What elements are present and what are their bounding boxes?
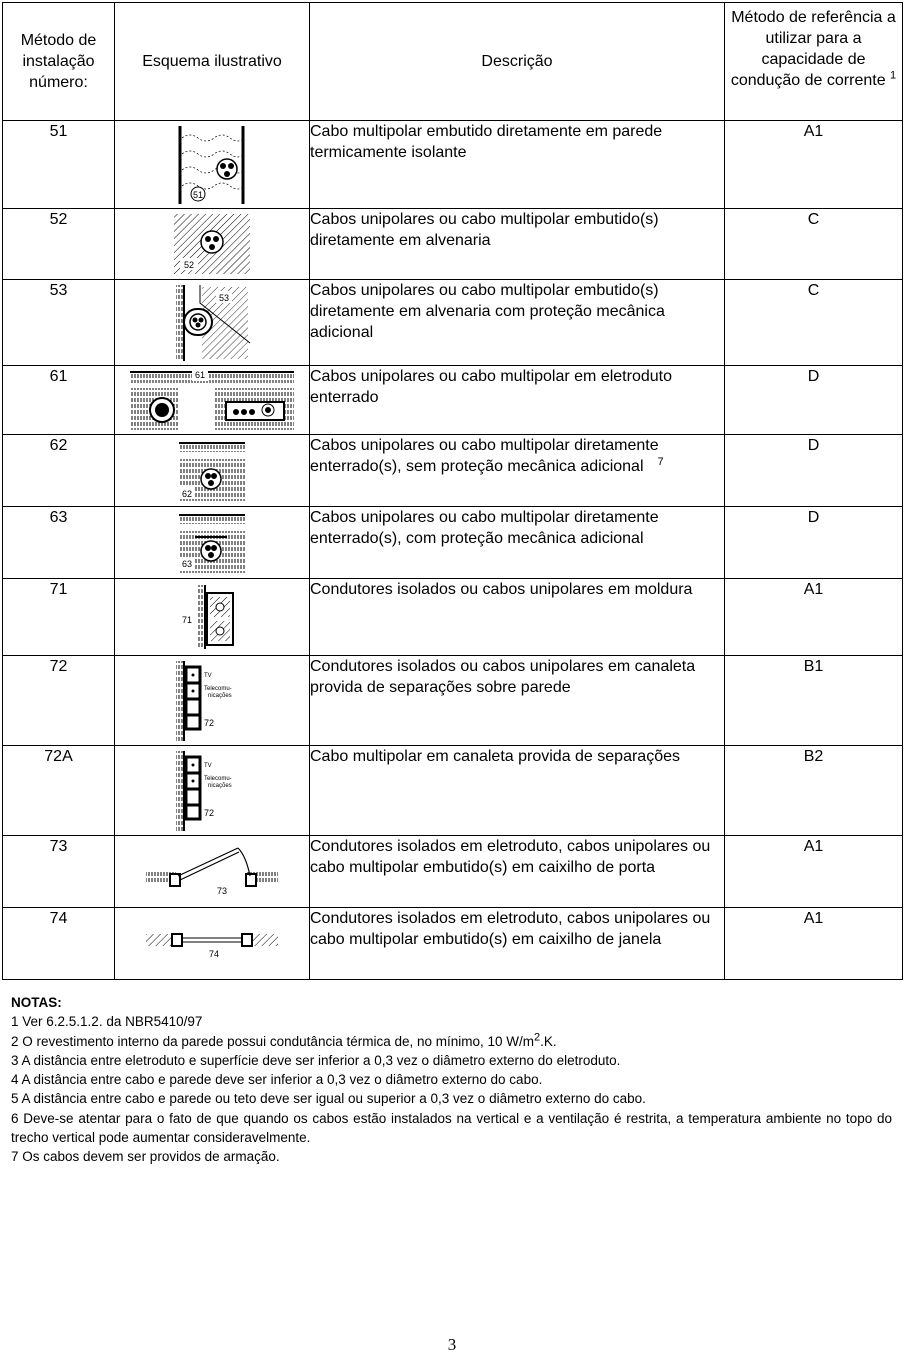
- note-3: 3 A distância entre eletroduto e superfície deve ser inferior a 0,3 vez o diâmetro externo do eletroduto.: [11, 1052, 621, 1068]
- method-number: 72: [3, 656, 115, 746]
- scheme-label: 72: [204, 717, 215, 728]
- method-number: 73: [3, 836, 115, 908]
- page-number: 3: [447, 1335, 457, 1354]
- scheme-63-illustration: [177, 511, 247, 575]
- scheme-label: 61: [194, 370, 206, 380]
- table-row: [3, 209, 903, 280]
- reference-method: A1: [725, 121, 903, 209]
- row-description: Condutores isolados ou cabos unipolares em moldura: [310, 579, 725, 656]
- notes-title: NOTAS:: [11, 995, 62, 1010]
- scheme-72-illustration: [172, 659, 252, 743]
- row-description: Cabos unipolares ou cabo multipolar diretamente enterrado(s), sem proteção mecânica adicional $^7$: [310, 435, 725, 507]
- row-description: Condutores isolados em eletroduto, cabos unipolares ou cabo multipolar embutido(s) em caixilho de janela: [310, 908, 725, 980]
- table-row: [3, 121, 903, 209]
- method-number: 72A: [3, 746, 115, 836]
- reference-method: D: [725, 366, 903, 435]
- table-row: [3, 435, 903, 507]
- method-number: 62: [3, 435, 115, 507]
- scheme-cell: [115, 507, 310, 579]
- reference-method: C: [725, 209, 903, 280]
- row-description: Condutores isolados em eletroduto, cabos unipolares ou cabo multipolar embutido(s) em caixilho de porta: [310, 836, 725, 908]
- row-description: Cabos unipolares ou cabo multipolar em eletroduto enterrado: [310, 366, 725, 435]
- scheme-tel-label: Telecomu-: [204, 775, 232, 782]
- table-row: [3, 280, 903, 366]
- reference-method: B2: [725, 746, 903, 836]
- scheme-cell: [115, 908, 310, 980]
- scheme-tel-label: Telecomu-: [204, 685, 232, 692]
- row-description: Cabos unipolares ou cabo multipolar embutido(s) diretamente em alvenaria com proteção mecânica adicional: [310, 280, 725, 366]
- reference-method: A1: [725, 836, 903, 908]
- scheme-62-illustration: [177, 439, 247, 503]
- scheme-cell: [115, 579, 310, 656]
- scheme-label: 72: [204, 807, 215, 818]
- header-method-number: Método de instalação número:: [3, 3, 115, 121]
- scheme-61-illustration: [128, 368, 296, 432]
- table-row: [3, 836, 903, 908]
- note-4: 4 A distância entre cabo e parede deve ser inferior a 0,3 vez o diâmetro externo do cabo.: [11, 1072, 543, 1088]
- scheme-74-illustration: [142, 924, 282, 964]
- scheme-label: 63: [181, 558, 193, 569]
- scheme-cell: [115, 366, 310, 435]
- method-number: 71: [3, 579, 115, 656]
- scheme-cell: [115, 435, 310, 507]
- note-5: 5 A distância entre cabo e parede ou teto deve ser igual ou superior a 0,3 vez o diâmetro externo do cabo.: [11, 1091, 646, 1107]
- row-description: Cabos unipolares ou cabo multipolar embutido(s) diretamente em alvenaria: [310, 209, 725, 280]
- scheme-cell: [115, 656, 310, 746]
- row-description: Cabo multipolar embutido diretamente em parede termicamente isolante: [310, 121, 725, 209]
- scheme-label: 53: [218, 292, 230, 303]
- method-number: 52: [3, 209, 115, 280]
- row-description: Cabo multipolar em canaleta provida de separações: [310, 746, 725, 836]
- reference-method: B1: [725, 656, 903, 746]
- scheme-52-illustration: [172, 212, 252, 276]
- scheme-label: 74: [208, 948, 220, 959]
- scheme-72A-illustration: [172, 749, 252, 833]
- method-number: 63: [3, 507, 115, 579]
- table-row: [3, 579, 903, 656]
- notes-section: [11, 993, 892, 1167]
- method-number: 51: [3, 121, 115, 209]
- scheme-tel-label: nicações: [208, 782, 232, 789]
- scheme-label: 52: [183, 260, 195, 270]
- table-row: [3, 366, 903, 435]
- method-number: 53: [3, 280, 115, 366]
- scheme-51-illustration: [172, 124, 252, 206]
- reference-method: D: [725, 507, 903, 579]
- row-description: Cabos unipolares ou cabo multipolar diretamente enterrado(s), com proteção mecânica adicional: [310, 507, 725, 579]
- method-number: 61: [3, 366, 115, 435]
- reference-method: A1: [725, 908, 903, 980]
- scheme-cell: [115, 280, 310, 366]
- scheme-71-illustration: [177, 583, 247, 651]
- scheme-tel-label: nicações: [208, 692, 232, 699]
- note-7: 7 Os cabos devem ser providos de armação.: [11, 1149, 280, 1165]
- scheme-tv-label: TV: [204, 762, 212, 769]
- scheme-tv-label: TV: [204, 672, 212, 679]
- scheme-cell: [115, 209, 310, 280]
- row-description: Condutores isolados ou cabos unipolares em canaleta provida de separações sobre parede: [310, 656, 725, 746]
- note-1: 1 Ver 6.2.5.1.2. da NBR5410/97: [11, 1014, 203, 1030]
- table-row: [3, 507, 903, 579]
- table-row: [3, 908, 903, 980]
- table-header-row: [3, 3, 903, 121]
- header-reference-method: Método de referência a utilizar para a capacidade de condução de corrente $^1$: [725, 3, 903, 121]
- footnote-marker: 7: [657, 456, 664, 468]
- note-2: 2 O revestimento interno da parede possui condutância térmica de, no mínimo, 10 $W/m^2.K$.: [11, 1031, 557, 1049]
- table-row: [3, 746, 903, 836]
- table-row: [3, 656, 903, 746]
- scheme-label: 73: [216, 885, 228, 896]
- note-6: 6 Deve-se atentar para o fato de que quando os cabos estão instalados na vertical e a ventilação é restrita, a temperatura ambiente no topo do trecho vertical pode aumentar consideravelmente.: [11, 1110, 892, 1146]
- reference-method: A1: [725, 579, 903, 656]
- header-description: Descrição: [310, 3, 725, 121]
- scheme-53-illustration: [172, 283, 252, 363]
- reference-method: C: [725, 280, 903, 366]
- installation-methods-table: [2, 2, 903, 980]
- scheme-label: 71: [181, 615, 193, 625]
- scheme-cell: [115, 836, 310, 908]
- header-scheme: Esquema ilustrativo: [115, 3, 310, 121]
- method-number: 74: [3, 908, 115, 980]
- scheme-label: 62: [181, 488, 193, 499]
- reference-method: D: [725, 435, 903, 507]
- scheme-73-illustration: [142, 842, 282, 902]
- scheme-label: 51: [192, 189, 204, 200]
- scheme-cell: [115, 746, 310, 836]
- scheme-cell: [115, 121, 310, 209]
